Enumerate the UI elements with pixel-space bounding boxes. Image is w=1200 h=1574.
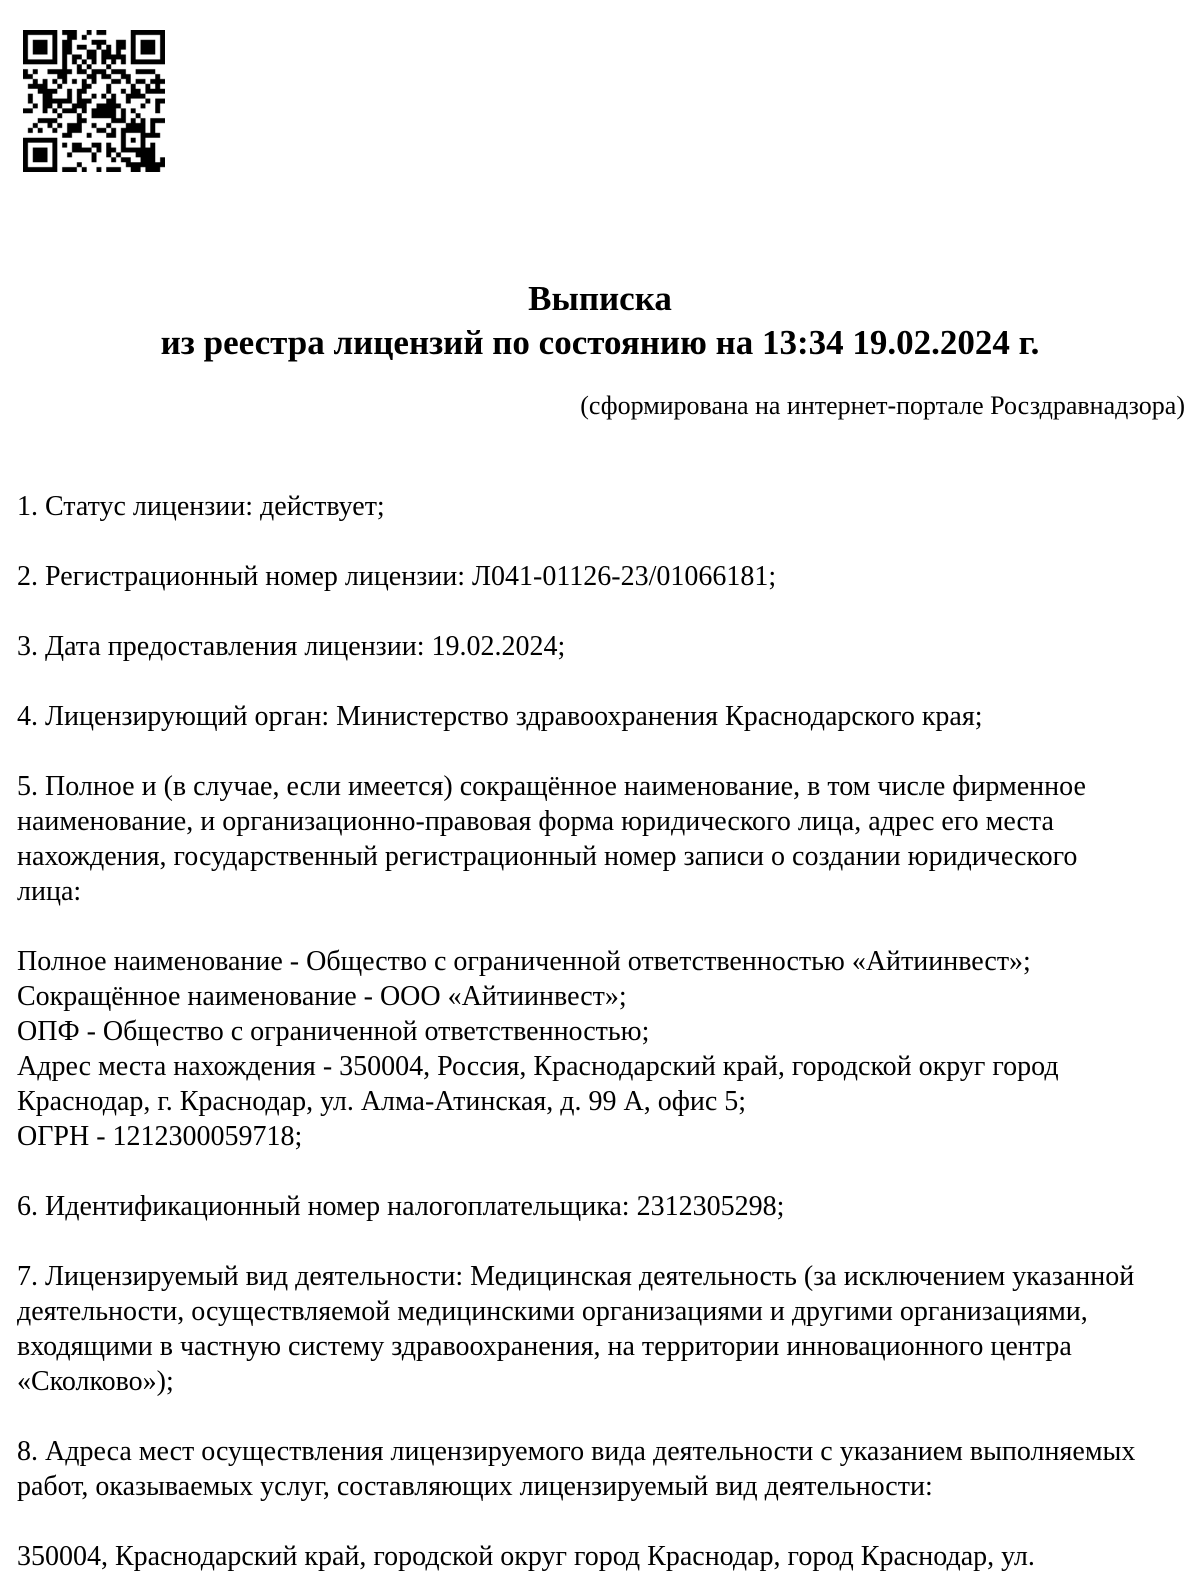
organization-intro: 5. Полное и (в случае, если имеется) сокращённое наименование, в том числе фирменное наименование, и организационно-правовая форма юридического лица, адрес его места нахождения, государственный регистрационный номер записи о создании юридического лица: (17, 771, 1086, 907)
organization-details (17, 944, 1147, 1154)
license-reg-number: 2. Регистрационный номер лицензии: Л041-01126-23/01066181; (17, 561, 777, 592)
title-line-2: из реестра лицензий по состоянию на 13:34 19.02.2024 г. (160, 323, 1040, 362)
org-ogrn: ОГРН - 1212300059718; (17, 1121, 303, 1152)
license-authority: 4. Лицензирующий орган: Министерство здравоохранения Краснодарского края; (17, 701, 983, 732)
license-activity: 7. Лицензируемый вид деятельности: Медицинская деятельность (за исключением указанной деятельности, осуществляемой медицинскими организациями и другими организациями, входящими в частную систему здравоохранения, на территории инновационного центра «Сколково»); (17, 1261, 1135, 1397)
license-grant-date: 3. Дата предоставления лицензии: 19.02.2024; (17, 631, 566, 662)
title-line-1: Выписка (528, 279, 672, 318)
document-title (0, 0, 1200, 365)
org-full-name: Полное наименование - Общество с ограниченной ответственностью «Айтиинвест»; (17, 946, 1031, 977)
org-address: Адрес места нахождения - 350004, Россия, Краснодарский край, городской округ город Краснодар, г. Краснодар, ул. Алма-Атинская, д. 99 А, офис 5; (17, 1051, 1059, 1117)
qr-code (23, 30, 165, 172)
license-status: 1. Статус лицензии: действует; (17, 491, 385, 522)
org-legal-form: ОПФ - Общество с ограниченной ответственностью; (17, 1016, 650, 1047)
org-short-name: Сокращённое наименование - ООО «Айтиинвест»; (17, 981, 627, 1012)
license-inn: 6. Идентификационный номер налогоплательщика: 2312305298; (17, 1191, 785, 1222)
license-addresses-intro: 8. Адреса мест осуществления лицензируемого вида деятельности с указанием выполняемых работ, оказываемых услуг, составляющих лицензируемый вид деятельности: (17, 1436, 1136, 1502)
license-address-line: 350004, Краснодарский край, городской округ город Краснодар, город Краснодар, ул. (17, 1541, 1035, 1572)
document-subtitle: (сформирована на интернет-портале Росздравнадзора) (580, 391, 1185, 420)
document-body (0, 489, 1147, 1574)
